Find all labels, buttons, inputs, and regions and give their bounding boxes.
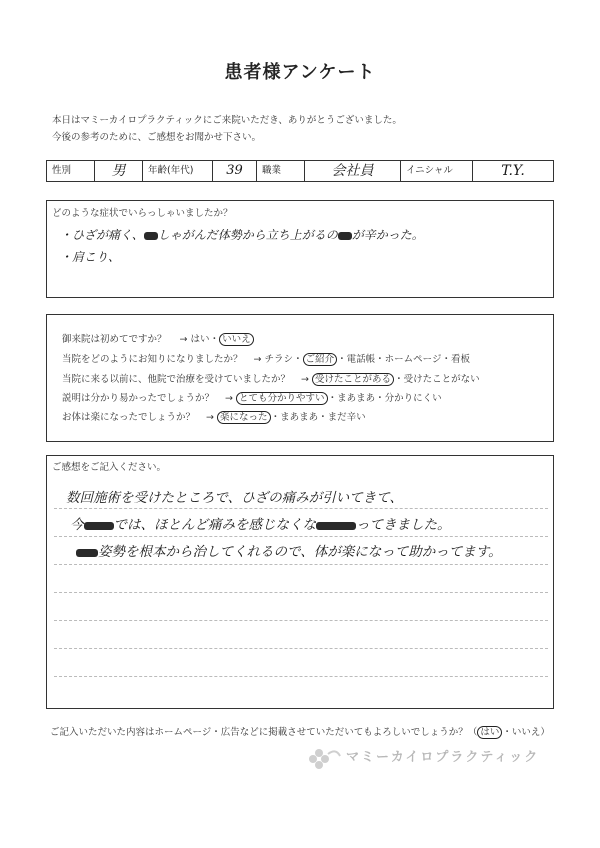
symptoms-question: どのような症状でいらっしゃいましたか？ — [52, 208, 233, 219]
comments-label: ご感想をご記入ください。 — [52, 462, 167, 473]
q5-text: お体は楽になったでしょうか？ — [62, 412, 196, 423]
separator: ・ — [375, 354, 385, 365]
consent-text: ご記入いただいた内容はホームページ・広告などに掲載させていただいてもよろしいでしょうか？ — [50, 727, 468, 738]
separator: ・ — [327, 393, 338, 404]
comments-text-b: では、ほとんど痛みを感じなくな — [113, 517, 316, 533]
q1-option-no[interactable]: いいえ — [219, 333, 254, 346]
symptoms-answer-line-1[interactable] — [60, 226, 424, 243]
q2-option-homepage[interactable]: ホームページ — [384, 354, 442, 365]
q4-text: 説明は分かり易かったでしょうか？ — [62, 393, 215, 404]
profile-grid — [46, 160, 554, 182]
ruled-line — [54, 536, 548, 537]
intro-line-2: 今後の参考のために、ご感想をお聞かせ下さい。 — [52, 132, 262, 143]
q5-option-better[interactable]: 楽になった — [217, 411, 271, 424]
q4-option-unclear[interactable]: 分かりにくい — [384, 393, 442, 404]
comments-text-c: ってきました。 — [356, 517, 451, 533]
survey-q4 — [62, 390, 442, 404]
consent-question — [50, 724, 550, 738]
paren-close: ） — [540, 727, 550, 738]
ruled-line — [54, 620, 548, 621]
q2-option-signboard[interactable]: 看板 — [450, 354, 470, 365]
ruled-line — [54, 592, 548, 593]
ruled-line — [54, 508, 548, 509]
symptoms-answer-line-2[interactable]: ・肩こり、 — [60, 250, 121, 264]
q3-option-no[interactable]: 受けたことがない — [403, 374, 480, 385]
comments-text-a: 今 — [70, 517, 84, 533]
scribble-mark — [338, 232, 352, 240]
consent-option-no[interactable]: いいえ — [511, 727, 541, 738]
job-field[interactable]: 会社員 — [305, 161, 401, 181]
q2-text: 当院をどのようにお知りになりましたか？ — [62, 354, 243, 365]
ruled-line — [54, 648, 548, 649]
symptoms-text-b: しゃがんだ体勢から立ち上がるの — [157, 228, 338, 242]
comments-line-1[interactable]: 数回施術を受けたところで、ひざの痛みが引いてきて、 — [66, 490, 403, 506]
q3-text: 当院に来る以前に、他院で治療を受けていましたか？ — [62, 374, 291, 385]
age-field[interactable]: 39 — [213, 161, 257, 181]
q1-text: 御来院は初めてですか？ — [62, 334, 167, 345]
comments-line-2[interactable] — [70, 513, 451, 533]
q5-option-so-so[interactable]: まあまあ — [280, 412, 319, 423]
separator: ・ — [318, 412, 328, 423]
initial-field[interactable]: T.Y. — [501, 163, 525, 179]
survey-q5 — [62, 409, 366, 423]
arrow-icon: → — [179, 334, 188, 345]
separator: ・ — [502, 727, 512, 738]
separator: ・ — [375, 393, 385, 404]
gender-label: 性別 — [47, 161, 95, 181]
q5-option-still-painful[interactable]: まだ辛い — [327, 412, 366, 423]
survey-q1 — [62, 331, 254, 345]
intro-line-1: 本日はマミーカイロプラクティックにご来院いただき、ありがとうございました。 — [52, 115, 402, 126]
clinic-logo-text: マミーカイロプラクティック — [346, 750, 540, 765]
page-title: 患者様アンケート — [224, 62, 376, 83]
survey-q2 — [62, 351, 470, 365]
q2-option-phonebook[interactable]: 電話帳 — [346, 354, 376, 365]
separator: ・ — [394, 374, 404, 385]
q2-option-flyer[interactable]: チラシ — [264, 354, 294, 365]
flower-logo-icon — [306, 744, 346, 774]
separator: ・ — [270, 412, 281, 423]
separator: ・ — [293, 354, 303, 365]
separator: ・ — [337, 354, 347, 365]
job-label: 職業 — [257, 161, 305, 181]
arrow-icon: → — [225, 393, 234, 404]
symptoms-text-c: が辛かった。 — [351, 228, 424, 242]
consent-option-yes[interactable]: はい — [477, 726, 502, 739]
comments-text-3: 姿勢を根本から治してくれるので、体が楽になって助かってます。 — [98, 544, 502, 560]
ruled-line — [54, 564, 548, 565]
q4-option-so-so[interactable]: まあまあ — [337, 393, 376, 404]
separator: ・ — [209, 334, 220, 345]
separator: ・ — [441, 354, 451, 365]
q4-option-very-clear[interactable]: とても分かりやすい — [236, 392, 328, 405]
scribble-mark — [144, 232, 158, 240]
q3-option-yes[interactable]: 受けたことがある — [312, 373, 394, 386]
scribble-mark — [84, 522, 114, 530]
survey-q3 — [62, 371, 480, 385]
gender-field[interactable]: 男 — [95, 161, 143, 181]
age-label: 年齢(年代) — [143, 161, 213, 181]
ruled-line — [54, 676, 548, 677]
paren-open: （ — [467, 727, 478, 738]
q2-option-referral[interactable]: ご紹介 — [303, 353, 338, 366]
arrow-icon: → — [206, 412, 215, 423]
symptoms-text-a: ・ひざが痛く、 — [60, 228, 144, 242]
arrow-icon: → — [301, 374, 310, 385]
scribble-mark — [316, 522, 356, 530]
initial-label: イニシャル — [401, 161, 473, 181]
q1-option-yes[interactable]: はい — [190, 334, 210, 345]
arrow-icon: → — [253, 354, 262, 365]
scribble-mark — [76, 549, 98, 557]
comments-line-3[interactable] — [76, 540, 502, 560]
